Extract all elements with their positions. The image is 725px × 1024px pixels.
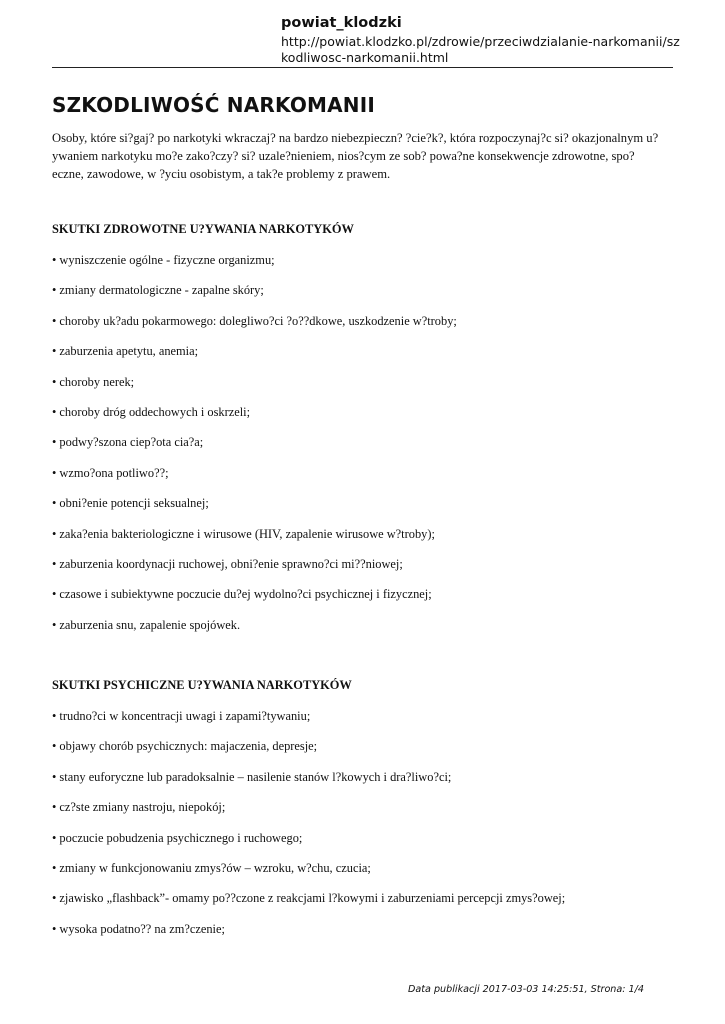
list-item: • wyniszczenie ogólne - fizyczne organizmu; bbox=[52, 253, 275, 267]
list-item: • stany euforyczne lub paradoksalnie – nasilenie stanów l?kowych i dra?liwo?ci; bbox=[52, 769, 452, 784]
source-url: http://powiat.klodzko.pl/zdrowie/przeciwdzialanie-narkomanii/szkodliwosc-narkomanii.html bbox=[281, 34, 680, 65]
list-item: • czasowe i subiektywne poczucie du?ej wydolno?ci psychicznej i fizycznej; bbox=[52, 587, 432, 602]
list-item: • zmiany dermatologiczne - zapalne skóry; bbox=[52, 283, 264, 298]
page-header bbox=[281, 14, 681, 66]
list-item: • obni?enie potencji seksualnej; bbox=[52, 496, 209, 511]
site-name: powiat_klodzki bbox=[281, 15, 402, 31]
list-item: • zaburzenia apetytu, anemia; bbox=[52, 344, 199, 359]
intro-paragraph: Osoby, które si?gaj? po narkotyki wkraczaj? na bardzo niebezpieczn? ?cie?k?, która rozpoczynaj?c si? okazjonalnym u?ywaniem narkotyku mo?e zako?czy? si? uzale?nieniem, nios?cym ze sob? powa?ne konsekwencje zdrowotne, spo?eczne, zawodowe, w ?yciu osobistym, a tak?e problemy z prawem. bbox=[52, 131, 659, 181]
list-item: • choroby uk?adu pokarmowego: dolegliwo?ci ?o??dkowe, uszkodzenie w?troby; bbox=[52, 313, 457, 328]
list-item: • zjawisko „flashback”- omamy po??czone z reakcjami l?kowymi i zaburzeniami percepcji zmys?owej; bbox=[52, 891, 566, 906]
page-title: SZKODLIWOŚĆ NARKOMANII bbox=[52, 93, 376, 117]
list-item: • zaburzenia koordynacji ruchowej, obni?enie sprawno?ci mi??niowej; bbox=[52, 556, 403, 571]
section-heading-psychological: SKUTKI PSYCHICZNE U?YWANIA NARKOTYKÓW bbox=[52, 678, 352, 692]
psychological-effects-list bbox=[52, 707, 565, 950]
list-item: • zmiany w funkcjonowaniu zmys?ów – wzroku, w?chu, czucia; bbox=[52, 860, 371, 875]
list-item: • choroby dróg oddechowych i oskrzeli; bbox=[52, 404, 251, 419]
list-item: • cz?ste zmiany nastroju, niepokój; bbox=[52, 800, 226, 815]
list-item: • choroby nerek; bbox=[52, 374, 135, 389]
list-item: • zaburzenia snu, zapalenie spojówek. bbox=[52, 617, 241, 632]
header-divider bbox=[52, 67, 673, 68]
section-heading-health: SKUTKI ZDROWOTNE U?YWANIA NARKOTYKÓW bbox=[52, 222, 354, 236]
list-item: • objawy chorób psychicznych: majaczenia, depresje; bbox=[52, 739, 318, 754]
list-item: • wysoka podatno?? na zm?czenie; bbox=[52, 921, 225, 936]
list-item: • wzmo?ona potliwo??; bbox=[52, 465, 169, 480]
publication-footer: Data publikacji 2017-03-03 14:25:51, Strona: 1/4 bbox=[408, 984, 644, 995]
list-item: • poczucie pobudzenia psychicznego i ruchowego; bbox=[52, 830, 303, 845]
health-effects-list bbox=[52, 251, 457, 646]
list-item: • podwy?szona ciep?ota cia?a; bbox=[52, 435, 204, 450]
list-item: • trudno?ci w koncentracji uwagi i zapami?tywaniu; bbox=[52, 709, 311, 723]
list-item: • zaka?enia bakteriologiczne i wirusowe (HIV, zapalenie wirusowe w?troby); bbox=[52, 526, 435, 541]
